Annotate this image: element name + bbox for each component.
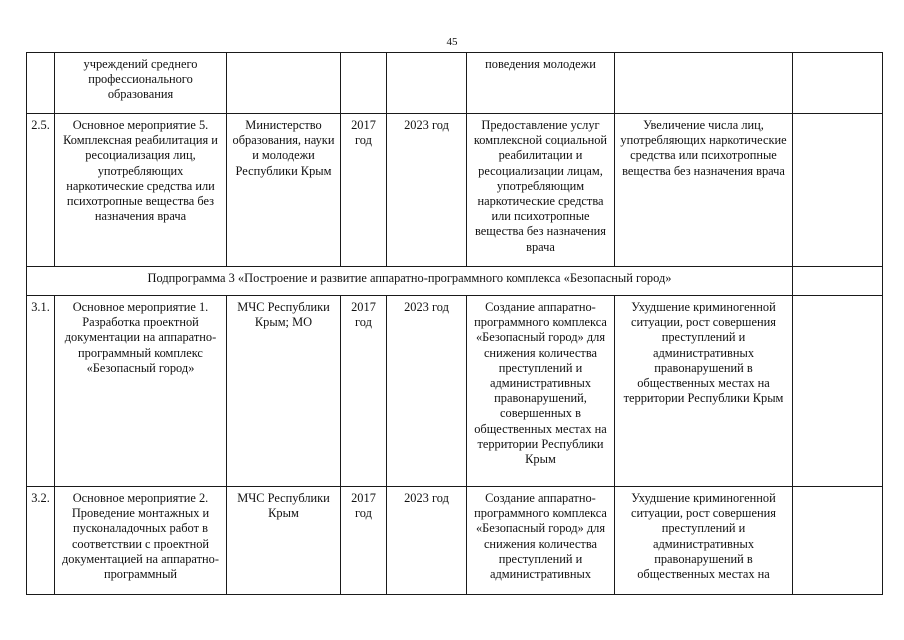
- table-row: [27, 487, 883, 595]
- consequence-cell: Ухудшение криминогенной ситуации, рост совершения преступлений и административных правонарушений в общественных местах на территории Республики Крым: [615, 296, 793, 487]
- event-cell: учреждений среднего профессионального образования: [55, 53, 227, 114]
- row-number: 3.2.: [27, 487, 55, 595]
- start-year-cell: [341, 53, 387, 114]
- end-year-cell: [387, 53, 467, 114]
- row-number: 2.5.: [27, 114, 55, 267]
- executor-cell: [227, 53, 341, 114]
- start-year-cell: 2017 год: [341, 114, 387, 267]
- row-number: 3.1.: [27, 296, 55, 487]
- result-cell: Предоставление услуг комплексной социальной реабилитации и ресоциализации лицам, употребляющим наркотические средства или психотропные вещества без назначения врача: [467, 114, 615, 267]
- start-year-cell: 2017 год: [341, 296, 387, 487]
- event-cell: Основное мероприятие 1. Разработка проектной документации на аппаратно-программный комплекс «Безопасный город»: [55, 296, 227, 487]
- executor-cell: МЧС Республики Крым: [227, 487, 341, 595]
- table-row: [27, 53, 883, 114]
- result-cell: Создание аппаратно-программного комплекса «Безопасный город» для снижения количества преступлений и административных правонарушений, совершенных в общественных местах на территории Республики Крым: [467, 296, 615, 487]
- end-year-cell: 2023 год: [387, 296, 467, 487]
- consequence-cell: Ухудшение криминогенной ситуации, рост совершения преступлений и административных правонарушений в общественных местах на: [615, 487, 793, 595]
- link-cell: [793, 53, 883, 114]
- end-year-cell: 2023 год: [387, 114, 467, 267]
- link-cell: [793, 267, 883, 296]
- subprogram-header-row: [27, 267, 883, 296]
- program-table: [26, 52, 883, 595]
- result-cell: Создание аппаратно-программного комплекса «Безопасный город» для снижения количества преступлений и административных: [467, 487, 615, 595]
- page-number: 45: [446, 36, 458, 48]
- table-row: [27, 114, 883, 267]
- executor-cell: Министерство образования, науки и молодежи Республики Крым: [227, 114, 341, 267]
- executor-cell: МЧС Республики Крым; МО: [227, 296, 341, 487]
- link-cell: [793, 296, 883, 487]
- start-year-cell: 2017 год: [341, 487, 387, 595]
- subprogram-title: Подпрограмма 3 «Построение и развитие аппаратно-программного комплекса «Безопасный город»: [27, 267, 793, 296]
- consequence-cell: [615, 53, 793, 114]
- event-cell: Основное мероприятие 5. Комплексная реабилитация и ресоциализация лиц, употребляющих наркотические средства или психотропные вещества без назначения врача: [55, 114, 227, 267]
- link-cell: [793, 487, 883, 595]
- row-number: [27, 53, 55, 114]
- event-cell: Основное мероприятие 2. Проведение монтажных и пусконаладочных работ в соответствии с проектной документацией на аппаратно-программный: [55, 487, 227, 595]
- consequence-cell: Увеличение числа лиц, употребляющих наркотические средства или психотропные вещества без назначения врача: [615, 114, 793, 267]
- end-year-cell: 2023 год: [387, 487, 467, 595]
- link-cell: [793, 114, 883, 267]
- result-cell: поведения молодежи: [467, 53, 615, 114]
- table-row: [27, 296, 883, 487]
